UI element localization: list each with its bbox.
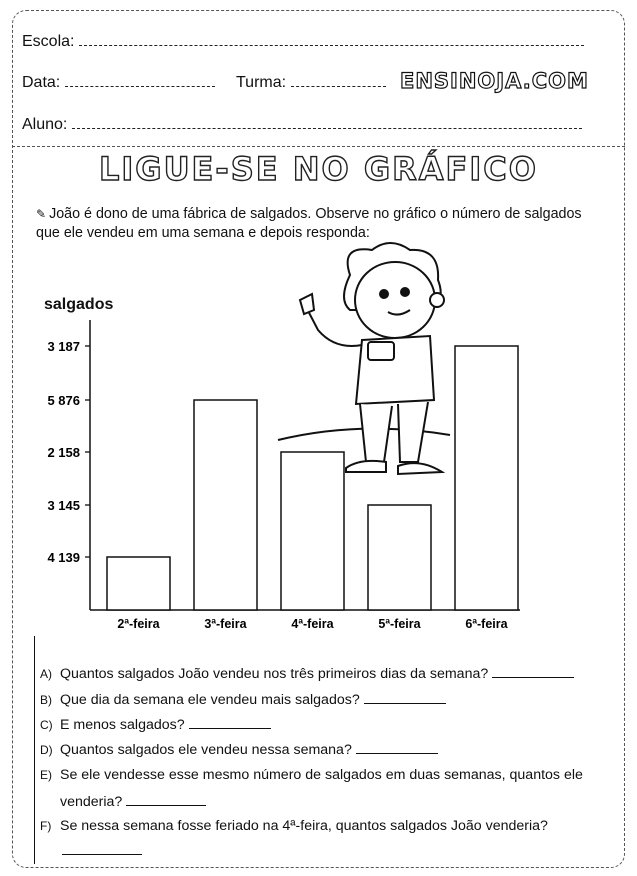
question-c <box>40 716 271 733</box>
y-tick-label: 3 187 <box>47 339 80 354</box>
y-tick-label: 3 145 <box>47 498 80 513</box>
pencil-icon: ✎ <box>36 207 47 221</box>
question-letter: C) <box>40 718 53 732</box>
y-tick-label: 5 876 <box>47 393 80 408</box>
bar-1 <box>107 557 170 610</box>
bar-4 <box>368 505 431 610</box>
question-e-cont <box>40 793 206 810</box>
brand-logo: ENSINOJA.COM <box>400 69 589 93</box>
question-text: Que dia da semana ele vendeu mais salgados? <box>60 692 364 708</box>
y-tick-label: 2 158 <box>47 445 80 460</box>
question-text: Se nessa semana fosse feriado na 4ª-feira, quantos salgados João venderia? <box>60 818 548 834</box>
answer-blank[interactable] <box>356 741 438 754</box>
chart-y-label: salgados <box>44 296 114 313</box>
answer-blank[interactable] <box>126 793 206 806</box>
question-b <box>40 691 446 708</box>
data-label: Data: <box>22 74 61 91</box>
question-d <box>40 741 438 758</box>
question-letter: A) <box>40 667 52 681</box>
question-e <box>40 767 583 783</box>
aluno-label: Aluno: <box>22 116 68 133</box>
boy-illustration <box>278 243 450 474</box>
x-tick-label: 3ª-feira <box>204 617 247 631</box>
question-text: E menos salgados? <box>60 717 189 733</box>
question-text: Quantos salgados João vendeu nos três primeiros dias da semana? <box>60 666 493 682</box>
intro-text: João é dono de uma fábrica de salgados. Observe no gráfico o número de salgados que ele vendeu em uma semana e depois responda: <box>36 206 582 241</box>
x-tick-label: 2ª-feira <box>117 617 160 631</box>
question-f <box>40 818 548 834</box>
bar-2 <box>194 400 257 610</box>
bar-3 <box>281 452 344 610</box>
question-f-answer-row <box>62 842 142 859</box>
bar-5 <box>455 346 518 610</box>
question-letter: F) <box>40 819 52 833</box>
worksheet-title: LIGUE-SE NO GRÁFICO <box>99 150 538 188</box>
question-letter: E) <box>40 768 52 782</box>
question-text: Se ele vendesse esse mesmo número de salgados em duas semanas, quantos ele <box>60 767 583 783</box>
question-letter: B) <box>40 693 52 707</box>
question-a <box>40 665 574 682</box>
answer-blank[interactable] <box>62 842 142 855</box>
question-text: Quantos salgados ele vendeu nessa semana? <box>60 742 356 758</box>
chart-y-ticks <box>47 339 90 565</box>
y-tick-label: 4 139 <box>47 550 80 565</box>
questions-margin-rule <box>34 636 35 864</box>
answer-blank[interactable] <box>492 665 574 678</box>
escola-label: Escola: <box>22 33 75 50</box>
turma-label: Turma: <box>236 74 287 91</box>
question-letter: D) <box>40 743 53 757</box>
chart-x-ticks <box>117 617 508 631</box>
x-tick-label: 6ª-feira <box>465 617 508 631</box>
question-text: venderia? <box>60 794 127 810</box>
answer-blank[interactable] <box>364 691 446 704</box>
chart-bars <box>107 346 518 610</box>
x-tick-label: 5ª-feira <box>378 617 421 631</box>
x-tick-label: 4ª-feira <box>291 617 334 631</box>
answer-blank[interactable] <box>189 716 271 729</box>
